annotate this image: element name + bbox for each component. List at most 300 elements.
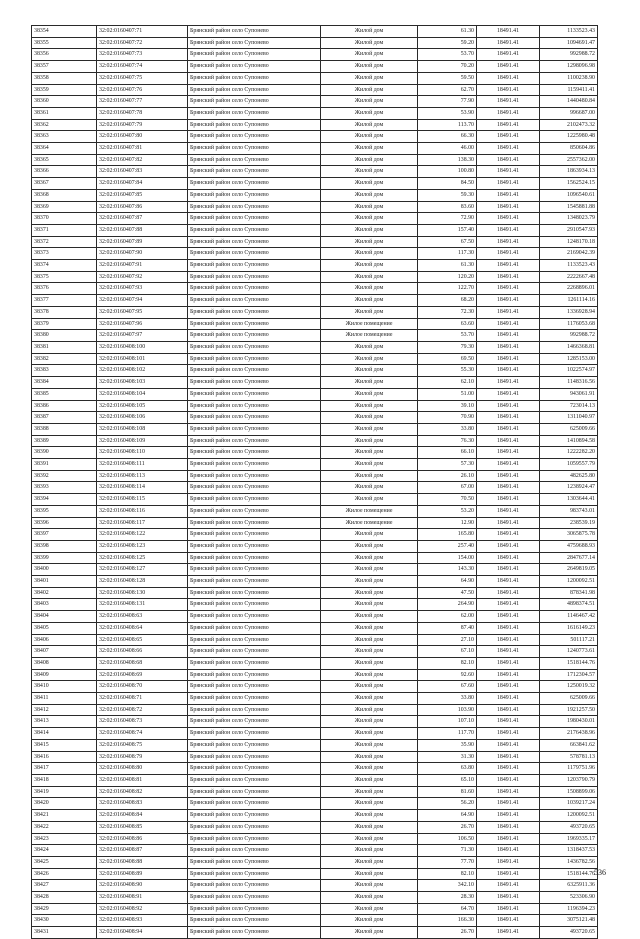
cadastral-value-cell: 1200092.51 — [540, 810, 598, 822]
property-type-cell: Жилой дом — [321, 821, 418, 833]
property-type-cell: Жилой дом — [321, 786, 418, 798]
area-cell: 56.20 — [418, 798, 477, 810]
address-cell: Брянский район село Супонево — [188, 423, 321, 435]
row-number-cell: 38390 — [32, 447, 97, 459]
area-cell: 66.10 — [418, 447, 477, 459]
table-row — [32, 798, 598, 810]
row-number-cell: 38405 — [32, 622, 97, 634]
unit-value-cell: 18491.41 — [477, 611, 540, 623]
area-cell: 62.70 — [418, 84, 477, 96]
area-cell: 59.20 — [418, 37, 477, 49]
table-row — [32, 856, 598, 868]
address-cell: Брянский район село Супонево — [188, 201, 321, 213]
address-cell: Брянский район село Супонево — [188, 341, 321, 353]
area-cell: 67.00 — [418, 482, 477, 494]
unit-value-cell: 18491.41 — [477, 260, 540, 272]
address-cell: Брянский район село Супонево — [188, 154, 321, 166]
property-type-cell: Жилой дом — [321, 775, 418, 787]
unit-value-cell: 18491.41 — [477, 693, 540, 705]
unit-value-cell: 18491.41 — [477, 84, 540, 96]
unit-value-cell: 18491.41 — [477, 143, 540, 155]
unit-value-cell: 18491.41 — [477, 213, 540, 225]
area-cell: 82.10 — [418, 657, 477, 669]
row-number-cell: 38409 — [32, 669, 97, 681]
cadastral-number-cell: 32:02:0160408:81 — [97, 775, 188, 787]
table-row — [32, 377, 598, 389]
cadastral-value-cell: 992988.72 — [540, 330, 598, 342]
address-cell: Брянский район село Супонево — [188, 61, 321, 73]
property-type-cell: Жилой дом — [321, 236, 418, 248]
property-type-cell: Жилой дом — [321, 657, 418, 669]
cadastral-number-cell: 32:02:0160407:96 — [97, 318, 188, 330]
row-number-cell: 38391 — [32, 459, 97, 471]
property-type-cell: Жилой дом — [321, 72, 418, 84]
cadastral-value-cell: 2268896.01 — [540, 283, 598, 295]
table-row — [32, 201, 598, 213]
area-cell: 55.30 — [418, 365, 477, 377]
address-cell: Брянский район село Супонево — [188, 178, 321, 190]
property-type-cell: Жилой дом — [321, 915, 418, 927]
unit-value-cell: 18491.41 — [477, 470, 540, 482]
area-cell: 12.90 — [418, 517, 477, 529]
property-type-cell: Жилой дом — [321, 365, 418, 377]
cadastral-value-cell: 1240773.61 — [540, 646, 598, 658]
row-number-cell: 38403 — [32, 599, 97, 611]
cadastral-value-cell: 1146467.42 — [540, 611, 598, 623]
cadastral-number-cell: 32:02:0160408:127 — [97, 564, 188, 576]
cadastral-value-cell: 1196394.23 — [540, 903, 598, 915]
cadastral-number-cell: 32:02:0160407:97 — [97, 330, 188, 342]
cadastral-number-cell: 32:02:0160408:74 — [97, 728, 188, 740]
table-row — [32, 927, 598, 939]
row-number-cell: 38399 — [32, 552, 97, 564]
table-row — [32, 763, 598, 775]
area-cell: 71.30 — [418, 845, 477, 857]
property-type-cell: Жилое помещение — [321, 505, 418, 517]
table-row — [32, 365, 598, 377]
cadastral-value-cell: 1094691.47 — [540, 37, 598, 49]
area-cell: 63.80 — [418, 763, 477, 775]
table-row — [32, 72, 598, 84]
address-cell: Брянский район село Супонево — [188, 646, 321, 658]
unit-value-cell: 18491.41 — [477, 37, 540, 49]
area-cell: 61.30 — [418, 26, 477, 38]
area-cell: 70.20 — [418, 61, 477, 73]
row-number-cell: 38366 — [32, 166, 97, 178]
address-cell: Брянский район село Супонево — [188, 377, 321, 389]
cadastral-value-cell: 493720.65 — [540, 927, 598, 939]
address-cell: Брянский район село Супонево — [188, 306, 321, 318]
area-cell: 100.80 — [418, 166, 477, 178]
property-type-cell: Жилой дом — [321, 107, 418, 119]
cadastral-number-cell: 32:02:0160408:89 — [97, 868, 188, 880]
row-number-cell: 38410 — [32, 681, 97, 693]
address-cell: Брянский район село Супонево — [188, 505, 321, 517]
property-type-cell: Жилой дом — [321, 189, 418, 201]
area-cell: 117.70 — [418, 728, 477, 740]
unit-value-cell: 18491.41 — [477, 763, 540, 775]
property-type-cell: Жилое помещение — [321, 517, 418, 529]
property-type-cell: Жилой дом — [321, 611, 418, 623]
unit-value-cell: 18491.41 — [477, 377, 540, 389]
table-row — [32, 529, 598, 541]
unit-value-cell: 18491.41 — [477, 61, 540, 73]
unit-value-cell: 18491.41 — [477, 845, 540, 857]
table-row — [32, 634, 598, 646]
cadastral-number-cell: 32:02:0160408:103 — [97, 377, 188, 389]
row-number-cell: 38400 — [32, 564, 97, 576]
address-cell: Брянский район село Супонево — [188, 587, 321, 599]
table-row — [32, 353, 598, 365]
address-cell: Брянский район село Супонево — [188, 213, 321, 225]
area-cell: 120.20 — [418, 271, 477, 283]
table-row — [32, 423, 598, 435]
property-type-cell: Жилой дом — [321, 927, 418, 939]
cadastral-value-cell: 1303644.41 — [540, 494, 598, 506]
unit-value-cell: 18491.41 — [477, 775, 540, 787]
area-cell: 77.70 — [418, 856, 477, 868]
table-row — [32, 775, 598, 787]
table-row — [32, 505, 598, 517]
row-number-cell: 38369 — [32, 201, 97, 213]
cadastral-value-cell: 1159411.41 — [540, 84, 598, 96]
unit-value-cell: 18491.41 — [477, 552, 540, 564]
row-number-cell: 38393 — [32, 482, 97, 494]
area-cell: 157.40 — [418, 224, 477, 236]
unit-value-cell: 18491.41 — [477, 833, 540, 845]
cadastral-value-cell: 2557362.00 — [540, 154, 598, 166]
cadastral-number-cell: 32:02:0160407:93 — [97, 283, 188, 295]
cadastral-number-cell: 32:02:0160408:104 — [97, 388, 188, 400]
area-cell: 62.10 — [418, 377, 477, 389]
table-row — [32, 540, 598, 552]
unit-value-cell: 18491.41 — [477, 646, 540, 658]
cadastral-value-cell: 4759688.93 — [540, 540, 598, 552]
cadastral-value-cell: 1336928.94 — [540, 306, 598, 318]
address-cell: Брянский район село Супонево — [188, 751, 321, 763]
property-register-table — [31, 25, 598, 939]
cadastral-value-cell: 1238924.47 — [540, 482, 598, 494]
address-cell: Брянский район село Супонево — [188, 611, 321, 623]
row-number-cell: 38388 — [32, 423, 97, 435]
cadastral-number-cell: 32:02:0160408:75 — [97, 739, 188, 751]
unit-value-cell: 18491.41 — [477, 248, 540, 260]
address-cell: Брянский район село Супонево — [188, 494, 321, 506]
cadastral-number-cell: 32:02:0160407:74 — [97, 61, 188, 73]
address-cell: Брянский район село Супонево — [188, 166, 321, 178]
cadastral-value-cell: 4898374.51 — [540, 599, 598, 611]
property-type-cell: Жилой дом — [321, 260, 418, 272]
property-type-cell: Жилой дом — [321, 341, 418, 353]
area-cell: 64.90 — [418, 576, 477, 588]
table-row — [32, 880, 598, 892]
cadastral-number-cell: 32:02:0160408:66 — [97, 646, 188, 658]
table-row — [32, 283, 598, 295]
unit-value-cell: 18491.41 — [477, 704, 540, 716]
unit-value-cell: 18491.41 — [477, 96, 540, 108]
table-row — [32, 646, 598, 658]
cadastral-number-cell: 32:02:0160407:71 — [97, 26, 188, 38]
row-number-cell: 38427 — [32, 880, 97, 892]
cadastral-number-cell: 32:02:0160408:128 — [97, 576, 188, 588]
unit-value-cell: 18491.41 — [477, 178, 540, 190]
property-type-cell: Жилой дом — [321, 353, 418, 365]
row-number-cell: 38421 — [32, 810, 97, 822]
unit-value-cell: 18491.41 — [477, 868, 540, 880]
cadastral-number-cell: 32:02:0160407:91 — [97, 260, 188, 272]
table-row — [32, 576, 598, 588]
cadastral-number-cell: 32:02:0160408:65 — [97, 634, 188, 646]
cadastral-number-cell: 32:02:0160408:111 — [97, 459, 188, 471]
cadastral-number-cell: 32:02:0160407:79 — [97, 119, 188, 131]
property-type-cell: Жилой дом — [321, 622, 418, 634]
cadastral-number-cell: 32:02:0160407:83 — [97, 166, 188, 178]
cadastral-value-cell: 1179751.96 — [540, 763, 598, 775]
address-cell: Брянский район село Супонево — [188, 739, 321, 751]
row-number-cell: 38394 — [32, 494, 97, 506]
table-row — [32, 49, 598, 61]
property-type-cell: Жилой дом — [321, 646, 418, 658]
property-type-cell: Жилой дом — [321, 201, 418, 213]
row-number-cell: 38420 — [32, 798, 97, 810]
cadastral-value-cell: 3075121.48 — [540, 915, 598, 927]
address-cell: Брянский район село Супонево — [188, 72, 321, 84]
row-number-cell: 38412 — [32, 704, 97, 716]
property-type-cell: Жилой дом — [321, 26, 418, 38]
area-cell: 77.90 — [418, 96, 477, 108]
row-number-cell: 38387 — [32, 412, 97, 424]
address-cell: Брянский район село Супонево — [188, 552, 321, 564]
unit-value-cell: 18491.41 — [477, 927, 540, 939]
row-number-cell: 38368 — [32, 189, 97, 201]
address-cell: Брянский район село Супонево — [188, 775, 321, 787]
unit-value-cell: 18491.41 — [477, 423, 540, 435]
property-type-cell: Жилой дом — [321, 459, 418, 471]
area-cell: 26.70 — [418, 821, 477, 833]
row-number-cell: 38398 — [32, 540, 97, 552]
property-type-cell: Жилой дом — [321, 61, 418, 73]
unit-value-cell: 18491.41 — [477, 810, 540, 822]
unit-value-cell: 18491.41 — [477, 295, 540, 307]
row-number-cell: 38362 — [32, 119, 97, 131]
cadastral-number-cell: 32:02:0160408:114 — [97, 482, 188, 494]
table-row — [32, 482, 598, 494]
property-type-cell: Жилой дом — [321, 716, 418, 728]
table-row — [32, 154, 598, 166]
property-type-cell: Жилой дом — [321, 447, 418, 459]
address-cell: Брянский район село Супонево — [188, 318, 321, 330]
unit-value-cell: 18491.41 — [477, 283, 540, 295]
cadastral-number-cell: 32:02:0160408:108 — [97, 423, 188, 435]
row-number-cell: 38402 — [32, 587, 97, 599]
area-cell: 51.00 — [418, 388, 477, 400]
address-cell: Брянский район село Супонево — [188, 903, 321, 915]
cadastral-number-cell: 32:02:0160408:115 — [97, 494, 188, 506]
cadastral-value-cell: 1222282.20 — [540, 447, 598, 459]
area-cell: 117.30 — [418, 248, 477, 260]
row-number-cell: 38419 — [32, 786, 97, 798]
cadastral-value-cell: 482625.80 — [540, 470, 598, 482]
area-cell: 53.20 — [418, 505, 477, 517]
table-row — [32, 517, 598, 529]
row-number-cell: 38411 — [32, 693, 97, 705]
table-row — [32, 96, 598, 108]
area-cell: 342.10 — [418, 880, 477, 892]
property-type-cell: Жилой дом — [321, 295, 418, 307]
area-cell: 63.60 — [418, 318, 477, 330]
area-cell: 70.50 — [418, 494, 477, 506]
address-cell: Брянский район село Супонево — [188, 295, 321, 307]
cadastral-value-cell: 1969335.17 — [540, 833, 598, 845]
address-cell: Брянский район село Супонево — [188, 728, 321, 740]
table-row — [32, 388, 598, 400]
unit-value-cell: 18491.41 — [477, 728, 540, 740]
cadastral-value-cell: 878341.98 — [540, 587, 598, 599]
address-cell: Брянский район село Супонево — [188, 131, 321, 143]
cadastral-number-cell: 32:02:0160407:95 — [97, 306, 188, 318]
area-cell: 92.60 — [418, 669, 477, 681]
property-type-cell: Жилой дом — [321, 739, 418, 751]
cadastral-value-cell: 523306.90 — [540, 892, 598, 904]
unit-value-cell: 18491.41 — [477, 892, 540, 904]
table-row — [32, 833, 598, 845]
cadastral-number-cell: 32:02:0160408:106 — [97, 412, 188, 424]
cadastral-number-cell: 32:02:0160407:84 — [97, 178, 188, 190]
cadastral-number-cell: 32:02:0160407:73 — [97, 49, 188, 61]
property-type-cell: Жилой дом — [321, 96, 418, 108]
property-type-cell: Жилой дом — [321, 540, 418, 552]
area-cell: 87.40 — [418, 622, 477, 634]
address-cell: Брянский район село Супонево — [188, 564, 321, 576]
address-cell: Брянский район село Супонево — [188, 49, 321, 61]
table-row — [32, 330, 598, 342]
unit-value-cell: 18491.41 — [477, 716, 540, 728]
unit-value-cell: 18491.41 — [477, 821, 540, 833]
unit-value-cell: 18491.41 — [477, 166, 540, 178]
table-row — [32, 868, 598, 880]
address-cell: Брянский район село Супонево — [188, 681, 321, 693]
cadastral-value-cell: 996687.00 — [540, 107, 598, 119]
property-type-cell: Жилой дом — [321, 84, 418, 96]
row-number-cell: 38417 — [32, 763, 97, 775]
property-type-cell: Жилой дом — [321, 529, 418, 541]
property-type-cell: Жилой дом — [321, 576, 418, 588]
cadastral-number-cell: 32:02:0160408:90 — [97, 880, 188, 892]
row-number-cell: 38381 — [32, 341, 97, 353]
cadastral-number-cell: 32:02:0160408:131 — [97, 599, 188, 611]
area-cell: 61.30 — [418, 260, 477, 272]
area-cell: 64.70 — [418, 903, 477, 915]
table-row — [32, 716, 598, 728]
cadastral-value-cell: 6325911.36 — [540, 880, 598, 892]
unit-value-cell: 18491.41 — [477, 459, 540, 471]
cadastral-number-cell: 32:02:0160408:117 — [97, 517, 188, 529]
address-cell: Брянский район село Супонево — [188, 798, 321, 810]
unit-value-cell: 18491.41 — [477, 798, 540, 810]
cadastral-value-cell: 625009.66 — [540, 693, 598, 705]
cadastral-number-cell: 32:02:0160408:86 — [97, 833, 188, 845]
property-type-cell: Жилой дом — [321, 880, 418, 892]
cadastral-number-cell: 32:02:0160408:122 — [97, 529, 188, 541]
unit-value-cell: 18491.41 — [477, 119, 540, 131]
cadastral-value-cell: 1980430.01 — [540, 716, 598, 728]
row-number-cell: 38423 — [32, 833, 97, 845]
area-cell: 53.70 — [418, 330, 477, 342]
address-cell: Брянский район село Супонево — [188, 716, 321, 728]
area-cell: 39.10 — [418, 400, 477, 412]
address-cell: Брянский район село Супонево — [188, 786, 321, 798]
cadastral-number-cell: 32:02:0160407:81 — [97, 143, 188, 155]
address-cell: Брянский район село Супонево — [188, 271, 321, 283]
table-row — [32, 400, 598, 412]
cadastral-number-cell: 32:02:0160407:80 — [97, 131, 188, 143]
address-cell: Брянский район село Супонево — [188, 330, 321, 342]
cadastral-value-cell: 1148316.56 — [540, 377, 598, 389]
table-row — [32, 587, 598, 599]
area-cell: 27.10 — [418, 634, 477, 646]
area-cell: 154.00 — [418, 552, 477, 564]
row-number-cell: 38389 — [32, 435, 97, 447]
cadastral-value-cell: 493720.65 — [540, 821, 598, 833]
table-row — [32, 178, 598, 190]
cadastral-number-cell: 32:02:0160408:110 — [97, 447, 188, 459]
table-row — [32, 306, 598, 318]
area-cell: 165.80 — [418, 529, 477, 541]
cadastral-number-cell: 32:02:0160408:79 — [97, 751, 188, 763]
unit-value-cell: 18491.41 — [477, 669, 540, 681]
address-cell: Брянский район село Супонево — [188, 365, 321, 377]
cadastral-value-cell: 1440480.84 — [540, 96, 598, 108]
cadastral-number-cell: 32:02:0160408:64 — [97, 622, 188, 634]
unit-value-cell: 18491.41 — [477, 576, 540, 588]
row-number-cell: 38384 — [32, 377, 97, 389]
cadastral-number-cell: 32:02:0160408:91 — [97, 892, 188, 904]
row-number-cell: 38378 — [32, 306, 97, 318]
address-cell: Брянский район село Супонево — [188, 517, 321, 529]
cadastral-value-cell: 992988.72 — [540, 49, 598, 61]
unit-value-cell: 18491.41 — [477, 751, 540, 763]
cadastral-value-cell: 1436782.56 — [540, 856, 598, 868]
address-cell: Брянский район село Супонево — [188, 482, 321, 494]
unit-value-cell: 18491.41 — [477, 657, 540, 669]
unit-value-cell: 18491.41 — [477, 634, 540, 646]
area-cell: 72.90 — [418, 213, 477, 225]
property-type-cell: Жилой дом — [321, 494, 418, 506]
property-type-cell: Жилой дом — [321, 681, 418, 693]
property-type-cell: Жилой дом — [321, 634, 418, 646]
property-type-cell: Жилой дом — [321, 751, 418, 763]
table-row — [32, 166, 598, 178]
table-row — [32, 459, 598, 471]
property-type-cell: Жилой дом — [321, 856, 418, 868]
area-cell: 67.50 — [418, 236, 477, 248]
cadastral-number-cell: 32:02:0160408:93 — [97, 915, 188, 927]
cadastral-value-cell: 1100238.90 — [540, 72, 598, 84]
area-cell: 33.80 — [418, 423, 477, 435]
property-type-cell: Жилой дом — [321, 131, 418, 143]
row-number-cell: 38358 — [32, 72, 97, 84]
row-number-cell: 38385 — [32, 388, 97, 400]
address-cell: Брянский район село Супонево — [188, 657, 321, 669]
cadastral-number-cell: 32:02:0160408:125 — [97, 552, 188, 564]
property-type-cell: Жилой дом — [321, 49, 418, 61]
cadastral-value-cell: 850604.86 — [540, 143, 598, 155]
address-cell: Брянский район село Супонево — [188, 634, 321, 646]
property-type-cell: Жилой дом — [321, 143, 418, 155]
address-cell: Брянский район село Супонево — [188, 892, 321, 904]
row-number-cell: 38408 — [32, 657, 97, 669]
unit-value-cell: 18491.41 — [477, 224, 540, 236]
